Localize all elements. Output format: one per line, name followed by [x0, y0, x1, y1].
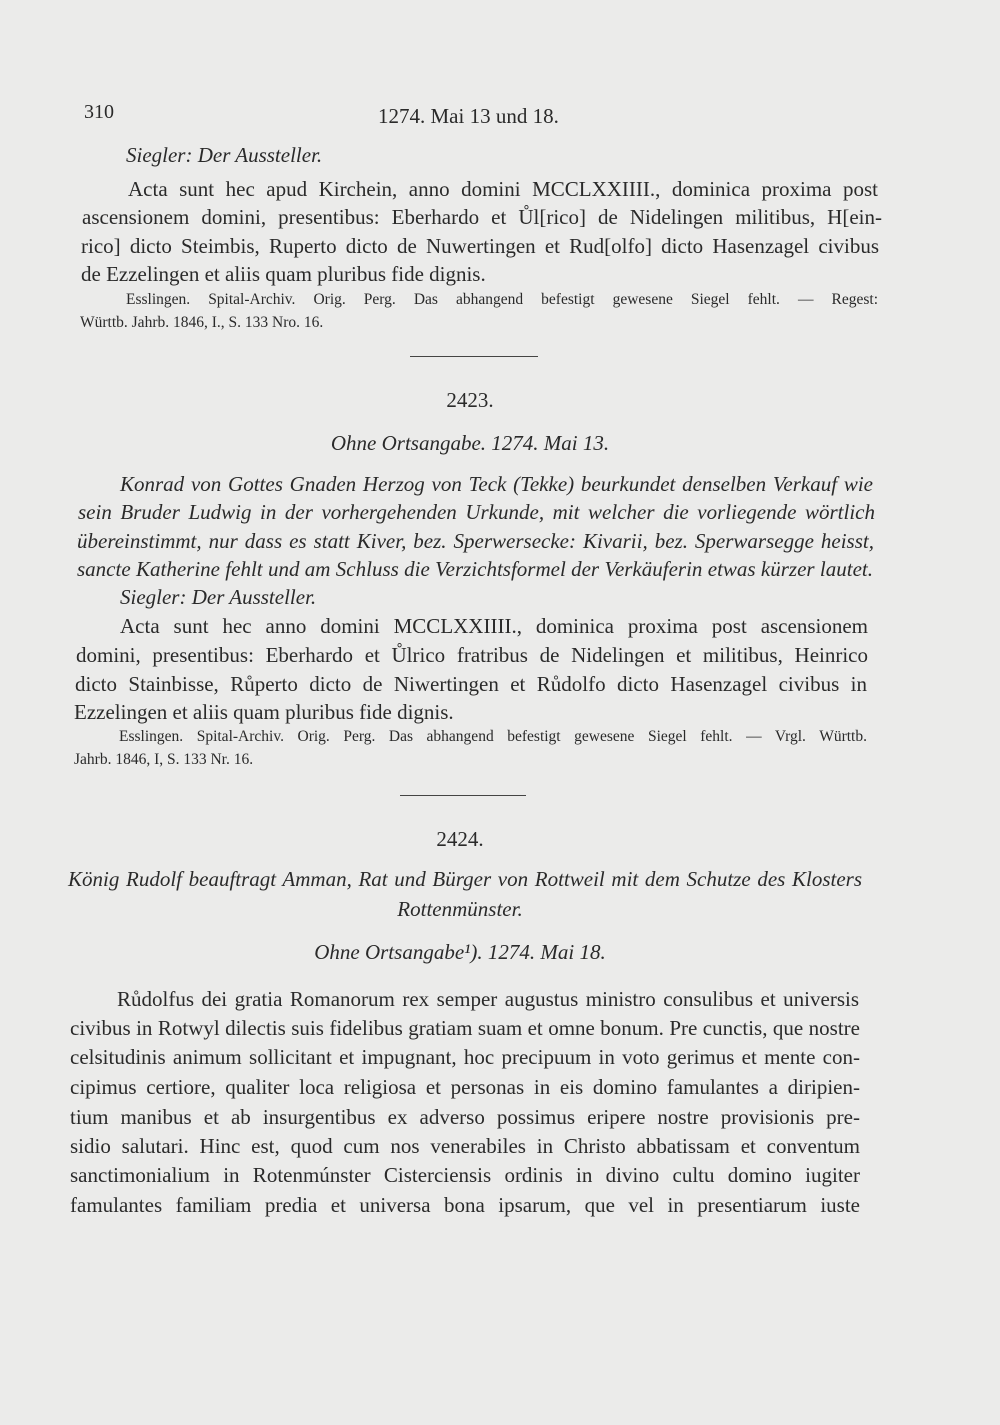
siegler-line-top: Siegler: Der Aussteller. [126, 143, 323, 167]
archive-note: Esslingen. Spital-Archiv. Orig. Perg. Das abhangend befestigt gewesene Siegel fehlt. — Vrgl. Württb. [119, 728, 867, 745]
siegler-line: Siegler: Der Aussteller. [120, 585, 317, 609]
text-line: rico] dicto Steimbis, Ruperto dicto de Nuwertingen et Rud[olfo] dicto Hasenzagel civibus [81, 234, 879, 258]
document-number: 2423. [446, 388, 494, 412]
text-line: sidio salutari. Hinc est, quod cum nos venerabiles in Christo abbatissam et conventum [70, 1134, 860, 1158]
text-line: Acta sunt hec anno domini MCCLXXIIII., dominica proxima post ascensionem [120, 614, 868, 638]
regest-line: übereinstimmt, nur dass es statt Kiver, bez. Sperwersecke: Kivarii, bez. Sperwarsegge heisst, [77, 529, 874, 553]
archive-note: Jahrb. 1846, I, S. 133 Nr. 16. [74, 751, 254, 768]
running-title: 1274. Mai 13 und 18. [378, 104, 559, 128]
archive-note: Esslingen. Spital-Archiv. Orig. Perg. Das abhangend befestigt gewesene Siegel fehlt. — Regest: [126, 291, 878, 308]
text-line: Acta sunt hec apud Kirchein, anno domini MCCLXXIIII., dominica proxima post [128, 177, 878, 201]
text-line: civibus in Rotwyl dilectis suis fidelibus gratiam suam et omne bonum. Pre cunctis, que nostre [70, 1016, 860, 1040]
text-line: Ezzelingen et aliis quam pluribus fide dignis. [74, 700, 454, 724]
text-line: famulantes familiam predia et universa bona ipsarum, que vel in presentiarum iuste [70, 1193, 860, 1217]
dateline: Ohne Ortsangabe. 1274. Mai 13. [330, 431, 610, 455]
dateline: Ohne Ortsangabe¹). 1274. Mai 18. [314, 940, 606, 964]
text-line: tium manibus et ab insurgentibus ex adverso possimus eripere nostre provisionis pre- [70, 1105, 860, 1129]
text-line: Růdolfus dei gratia Romanorum rex semper augustus ministro consulibus et universis [117, 987, 859, 1011]
section-divider [400, 795, 526, 796]
regest-line: sein Bruder Ludwig in der vorhergehenden Urkunde, mit welcher die vorliegende wörtlich [78, 500, 875, 524]
regest-line: sancte Katherine fehlt und am Schluss die Verzichtsformel der Verkäuferin etwas kürzer lautet. [77, 557, 873, 581]
regest-line: König Rudolf beauftragt Amman, Rat und Bürger von Rottweil mit dem Schutze des Klosters [68, 867, 862, 891]
text-line: celsitudinis animum sollicitant et impugnant, hoc precipuum in voto gerimus et mente con- [70, 1045, 860, 1069]
text-line: dicto Stainbisse, Růperto dicto de Niwertingen et Růdolfo dicto Hasenzagel civibus in [75, 672, 867, 696]
text-line: ascensionem domini, presentibus: Eberhardo et Ůl[rico] de Nidelingen militibus, H[ein- [82, 205, 882, 229]
text-line: domini, presentibus: Eberhardo et Ůlrico fratribus de Nidelingen et militibus, Heinrico [76, 643, 868, 667]
archive-note: Württb. Jahrb. 1846, I., S. 133 Nro. 16. [80, 314, 324, 331]
text-line: sanctimonialium in Rotenmúnster Cisterciensis ordinis in divino cultu domino iugiter [70, 1163, 860, 1187]
text-line: de Ezzelingen et aliis quam pluribus fide dignis. [81, 262, 486, 286]
document-number: 2424. [436, 827, 484, 851]
text-line: cipimus certiore, qualiter loca religiosa et personas in eis domino famulantes a diripien- [70, 1075, 860, 1099]
regest-line: Konrad von Gottes Gnaden Herzog von Teck (Tekke) beurkundet denselben Verkauf wie [120, 472, 873, 496]
regest-line: Rottenmünster. [397, 897, 523, 921]
section-divider [410, 356, 538, 357]
page-number: 310 [84, 101, 114, 123]
